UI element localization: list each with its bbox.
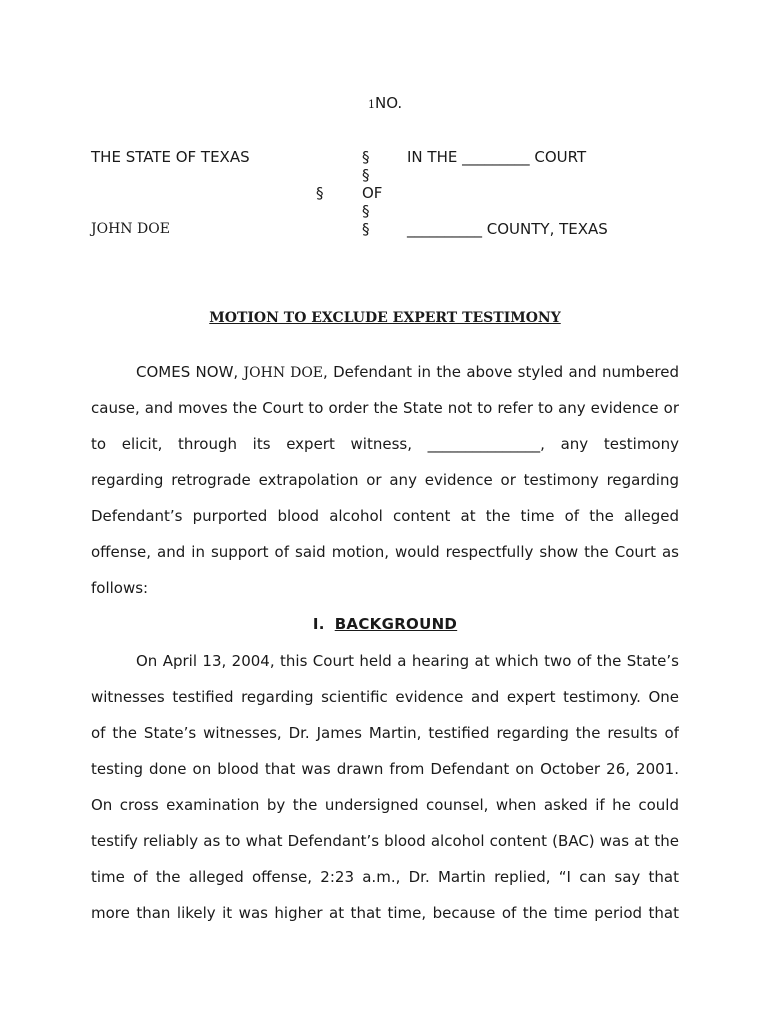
intro-line-last: follows: [91, 579, 149, 597]
case-number-text: NO. [375, 94, 403, 112]
footnote-superscript: 1 [368, 98, 375, 111]
caption-of: OF [362, 184, 383, 202]
caption-section-symbol: § [362, 166, 370, 184]
background-line: of the State’s witnesses, Dr. James Martin, testified regarding the results of [91, 724, 679, 742]
caption-section-symbol: § [362, 220, 370, 238]
background-line: On April 13, 2004, this Court held a hearing at which two of the State’s [136, 652, 679, 670]
caption-court: IN THE _________ COURT [407, 148, 587, 166]
intro-line: Defendant’s purported blood alcohol content at the time of the alleged [91, 507, 679, 525]
motion-title: MOTION TO EXCLUDE EXPERT TESTIMONY [209, 310, 561, 326]
section-number: I. [312, 615, 325, 633]
intro-line: offense, and in support of said motion, would respectfully show the Court as [91, 543, 679, 561]
intro-lead-text: COMES NOW, [136, 363, 244, 381]
caption-county: __________ COUNTY, TEXAS [407, 220, 608, 238]
intro-line-1 [136, 362, 679, 382]
caption-section-symbol: § [362, 202, 370, 220]
caption-section-symbol: § [316, 184, 324, 202]
case-number-label [368, 94, 402, 112]
background-line: testing done on blood that was drawn from Defendant on October 26, 2001. [91, 760, 679, 778]
background-line: witnesses testified regarding scientific evidence and expert testimony. One [91, 688, 679, 706]
caption-defendant: JOHN DOE [91, 221, 170, 237]
intro-line-1-rest: , Defendant in the above styled and numbered [323, 363, 679, 381]
section-heading [0, 615, 770, 633]
background-line: more than likely it was higher at that time, because of the time period that [91, 904, 679, 922]
defendant-name: JOHN DOE [243, 365, 324, 381]
background-line: testify reliably as to what Defendant’s blood alcohol content (BAC) was at the [91, 832, 679, 850]
intro-line: cause, and moves the Court to order the State not to refer to any evidence or [91, 399, 679, 417]
caption-section-symbol: § [362, 148, 370, 166]
intro-line: regarding retrograde extrapolation or any evidence or testimony regarding [91, 471, 679, 489]
caption-plaintiff: THE STATE OF TEXAS [91, 148, 250, 166]
section-title: BACKGROUND [334, 615, 458, 633]
background-line: time of the alleged offense, 2:23 a.m., Dr. Martin replied, “I can say that [91, 868, 679, 886]
intro-line: to elicit, through its expert witness, _______________, any testimony [91, 435, 679, 453]
background-line: On cross examination by the undersigned counsel, when asked if he could [91, 796, 679, 814]
